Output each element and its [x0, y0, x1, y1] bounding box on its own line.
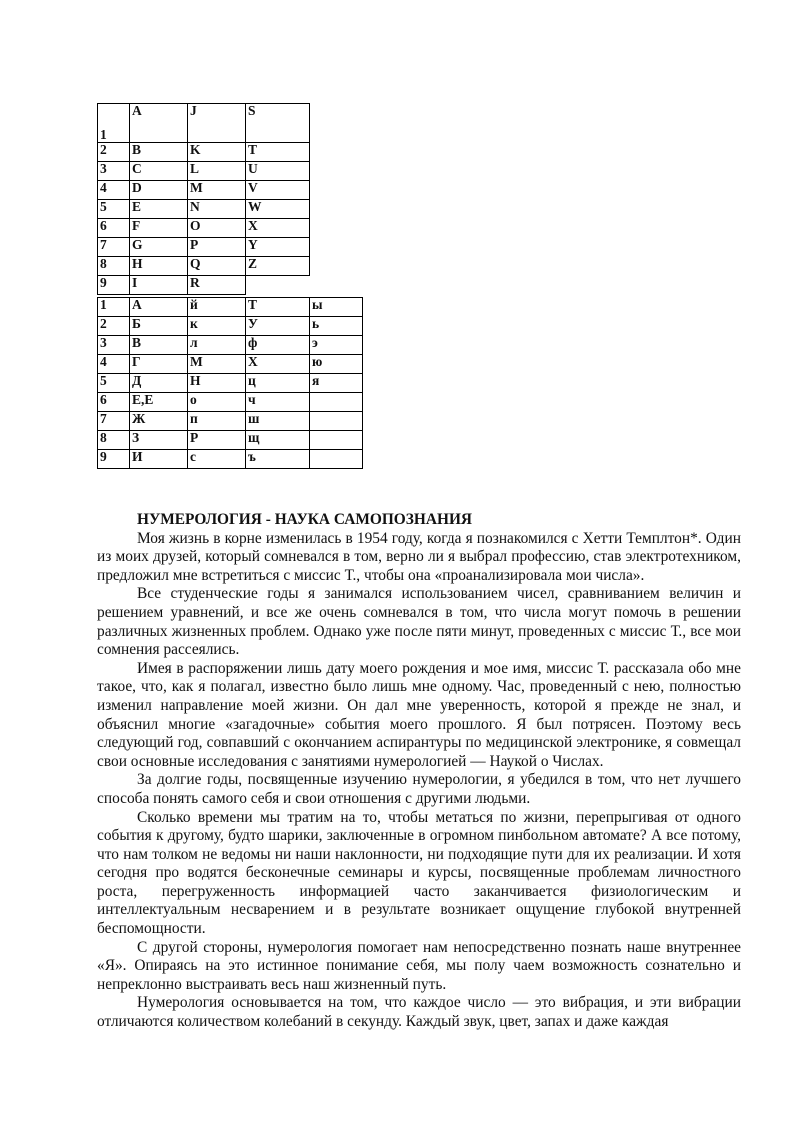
table-cell: М — [188, 355, 246, 374]
table-row — [98, 104, 310, 143]
table-row — [98, 162, 310, 181]
table-cell: W — [246, 200, 310, 219]
table-cell: E — [130, 200, 188, 219]
table-cell: M — [188, 181, 246, 200]
table-cell: Q — [188, 257, 246, 276]
table-cell: U — [246, 162, 310, 181]
table-cell: J — [188, 104, 246, 143]
table-cell: ф — [246, 336, 310, 355]
table-cell: N — [188, 200, 246, 219]
table-cell: R — [188, 276, 246, 295]
table-cell: L — [188, 162, 246, 181]
table-row — [98, 336, 363, 355]
table-cell: э — [310, 336, 363, 355]
table-cell: 1 — [98, 298, 130, 317]
article-paragraph: Все студенческие годы я занимался использованием чисел, сравниванием величин и решением уравнений, и все же очень сомневался в том, что числа могут помочь в решении различных жизненных проблем. Однако уже после пяти минут, проведенных с миссис Т., все мои сомнения рассеялись. — [97, 585, 741, 659]
table-cell: щ — [246, 431, 310, 450]
table-row — [98, 450, 363, 469]
table-cell: 5 — [98, 374, 130, 393]
table-row — [98, 238, 310, 257]
table-cell: я — [310, 374, 363, 393]
table-cell: 2 — [98, 143, 130, 162]
table-row — [98, 298, 363, 317]
table-cell: п — [188, 412, 246, 431]
table-cell: В — [130, 336, 188, 355]
table-cell: Х — [246, 355, 310, 374]
table-cell — [310, 393, 363, 412]
table-cell: C — [130, 162, 188, 181]
table-cell: 8 — [98, 257, 130, 276]
table-row — [98, 355, 363, 374]
table-cell: 9 — [98, 276, 130, 295]
table-cell — [246, 276, 310, 295]
table-cell: Е,Е — [130, 393, 188, 412]
article-body — [97, 511, 741, 1032]
table-cell: 4 — [98, 181, 130, 200]
table-row — [98, 431, 363, 450]
cyrillic-letter-number-table — [97, 297, 363, 469]
article-paragraph: За долгие годы, посвященные изучению нумерологии, я убедился в том, что нет лучшего способа понять самого себя и свои отношения с другими людьми. — [97, 771, 741, 807]
table-cell: о — [188, 393, 246, 412]
article-paragraph: Моя жизнь в корне изменилась в 1954 году, когда я познакомился с Хетти Темплтон*. Один из моих друзей, который сомневался в том, верно ли я выбрал профессию, став электротехником, предложил мне встретиться с миссис Т., чтобы она «проанализировала мои числа». — [97, 529, 741, 584]
table-cell: 3 — [98, 336, 130, 355]
table-cell: 9 — [98, 450, 130, 469]
table-cell: ц — [246, 374, 310, 393]
table-cell: K — [188, 143, 246, 162]
table-cell — [310, 450, 363, 469]
table-cell: Д — [130, 374, 188, 393]
article-title: НУМЕРОЛОГИЯ - НАУКА САМОПОЗНАНИЯ — [137, 511, 473, 528]
article-paragraph: Сколько времени мы тратим на то, чтобы метаться по жизни, перепрыгивая от одного события к другому, будто шарики, заключенные в огромном пинбольном автомате? А все потому, что нам толком не ведомы ни наши наклонности, ни подходящие пути для их реализации. И хотя сегодня про водятся бесконечные семинары и курсы, посвященные проблемам личностного роста, перегруженность информацией часто заканчивается физиологическим и интеллектуальным несварением и в результате возникает ощущение глубокой внутренней беспомощности. — [97, 808, 741, 938]
table-row — [98, 317, 363, 336]
table-cell: 5 — [98, 200, 130, 219]
table-cell: O — [188, 219, 246, 238]
table-row — [98, 219, 310, 238]
article-paragraph: Имея в распоряжении лишь дату моего рождения и мое имя, миссис Т. рассказала обо мне такое, что, как я полагал, известно было лишь мне одному. Час, проведенный с нею, полностью изменил направление моей жизни. Он дал мне уверенность, которой я прежде не знал, и объяснил многие «загадочные» события моего прошлого. Я был потрясен. Поэтому весь следующий год, совпавший с окончанием аспирантуры по медицинской электронике, я совмещал свои основные исследования с занятиями нумерологией — Наукой о Числах. — [97, 659, 741, 770]
table-row — [98, 257, 310, 276]
table-cell: Н — [188, 374, 246, 393]
table-cell: ч — [246, 393, 310, 412]
table-cell: H — [130, 257, 188, 276]
article-paragraph: С другой стороны, нумерология помогает нам непосредственно познать наше внутреннее «Я». Опираясь на это истинное понимание себя, мы полу чаем возможность сознательно и непреклонно выстраивать весь наш жизненный путь. — [97, 938, 741, 993]
article-paragraph: Нумерология основывается на том, что каждое число — это вибрация, и эти вибрации отличаются количеством колебаний в секунду. Каждый звук, цвет, запах и даже каждая — [97, 994, 741, 1031]
table-row — [98, 143, 310, 162]
table-cell: Р — [188, 431, 246, 450]
table-cell — [310, 412, 363, 431]
table-cell: с — [188, 450, 246, 469]
table-cell: Z — [246, 257, 310, 276]
table-cell: A — [130, 104, 188, 143]
latin-letter-number-table — [97, 103, 310, 295]
table-cell: 2 — [98, 317, 130, 336]
table-cell: T — [246, 143, 310, 162]
table-row — [98, 393, 363, 412]
table-cell: й — [188, 298, 246, 317]
table-cell: ъ — [246, 450, 310, 469]
table-cell: Y — [246, 238, 310, 257]
table-cell — [310, 431, 363, 450]
table-cell: ш — [246, 412, 310, 431]
table-cell: ы — [310, 298, 363, 317]
table-cell: 6 — [98, 393, 130, 412]
table-cell: 4 — [98, 355, 130, 374]
table-cell: D — [130, 181, 188, 200]
table-row — [98, 374, 363, 393]
table-cell: к — [188, 317, 246, 336]
table-cell: 8 — [98, 431, 130, 450]
table-cell: G — [130, 238, 188, 257]
table-row — [98, 412, 363, 431]
table-cell: И — [130, 450, 188, 469]
table-cell: V — [246, 181, 310, 200]
table-cell: Б — [130, 317, 188, 336]
table-cell: 3 — [98, 162, 130, 181]
table-cell: 1 — [98, 104, 130, 143]
table-cell: ь — [310, 317, 363, 336]
table-cell: P — [188, 238, 246, 257]
table-cell: ю — [310, 355, 363, 374]
table-cell: B — [130, 143, 188, 162]
table-cell: л — [188, 336, 246, 355]
table-cell: Ж — [130, 412, 188, 431]
table-cell: 7 — [98, 238, 130, 257]
table-cell: А — [130, 298, 188, 317]
table-cell: S — [246, 104, 310, 143]
table-cell: F — [130, 219, 188, 238]
table-cell: 7 — [98, 412, 130, 431]
table-cell: Т — [246, 298, 310, 317]
table-cell: I — [130, 276, 188, 295]
table-cell: X — [246, 219, 310, 238]
table-row — [98, 276, 310, 295]
table-row — [98, 181, 310, 200]
table-cell: Г — [130, 355, 188, 374]
table-cell: У — [246, 317, 310, 336]
table-cell: З — [130, 431, 188, 450]
table-cell: 6 — [98, 219, 130, 238]
table-row — [98, 200, 310, 219]
